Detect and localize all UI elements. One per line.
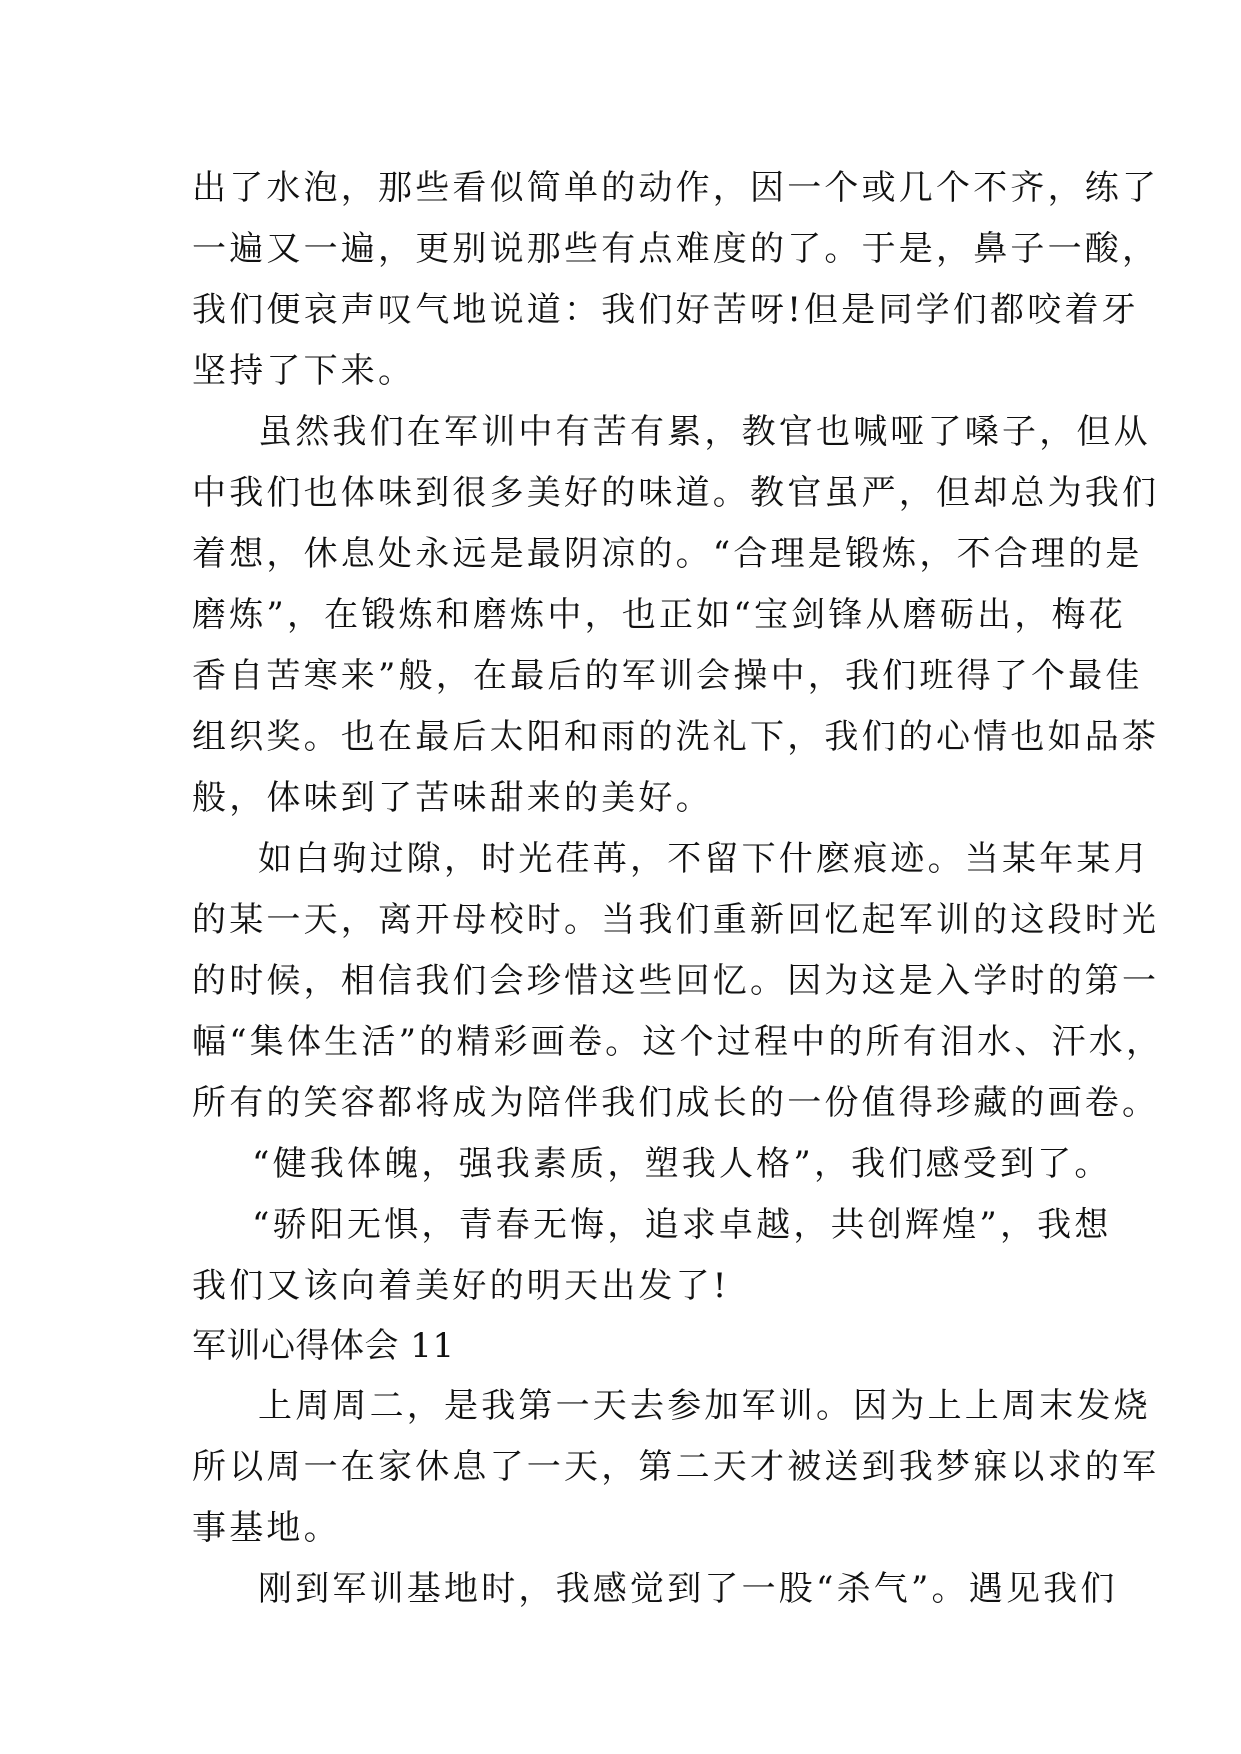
paragraph-first-line: 上周周二，是我第一天去参加军训。因为上上周末发烧 bbox=[258, 1386, 1151, 1426]
section-heading: 军训心得体会 11 bbox=[192, 1326, 455, 1366]
paragraph-first-line: 如白驹过隙，时光荏苒，不留下什麽痕迹。当某年某月 bbox=[258, 839, 1151, 879]
text-line: 所有的笑容都将成为陪伴我们成长的一份值得珍藏的画卷。 bbox=[192, 1083, 1160, 1123]
text-line: 组织奖。也在最后太阳和雨的洗礼下，我们的心情也如品茶 bbox=[192, 717, 1160, 757]
paragraph-first-line: 虽然我们在军训中有苦有累，教官也喊哑了嗓子，但从 bbox=[258, 412, 1151, 452]
text-line: 的时候，相信我们会珍惜这些回忆。因为这是入学时的第一 bbox=[192, 961, 1160, 1001]
text-line: 坚持了下来。 bbox=[192, 351, 416, 391]
paragraph-first-line: 刚到军训基地时，我感觉到了一股“杀气”。遇见我们 bbox=[258, 1569, 1118, 1609]
text-line: 所以周一在家休息了一天，第二天才被送到我梦寐以求的军 bbox=[192, 1447, 1160, 1487]
text-line: 出了水泡，那些看似简单的动作，因一个或几个不齐，练了 bbox=[192, 168, 1160, 208]
text-line: 事基地。 bbox=[192, 1508, 341, 1548]
text-line: 香自苦寒来”般，在最后的军训会操中，我们班得了个最佳 bbox=[192, 656, 1143, 696]
text-line: 般，体味到了苦味甜来的美好。 bbox=[192, 778, 713, 818]
text-line: 我们便哀声叹气地说道：我们好苦呀!但是同学们都咬着牙 bbox=[192, 290, 1139, 330]
text-line: 的某一天，离开母校时。当我们重新回忆起军训的这段时光 bbox=[192, 900, 1160, 940]
paragraph-first-line: “健我体魄，强我素质，塑我人格”，我们感受到了。 bbox=[252, 1144, 1112, 1184]
text-line: 幅“集体生活”的精彩画卷。这个过程中的所有泪水、汗水， bbox=[192, 1022, 1164, 1062]
paragraph-first-line: “骄阳无惧，青春无悔，追求卓越，共创辉煌”，我想 bbox=[252, 1205, 1112, 1245]
text-line: 我们又该向着美好的明天出发了! bbox=[192, 1266, 730, 1306]
text-line: 着想，休息处永远是最阴凉的。“合理是锻炼，不合理的是 bbox=[192, 534, 1143, 574]
text-line: 一遍又一遍，更别说那些有点难度的了。于是，鼻子一酸， bbox=[192, 229, 1160, 269]
text-line: 磨炼”，在锻炼和磨炼中，也正如“宝剑锋从磨砺出，梅花 bbox=[192, 595, 1126, 635]
text-line: 中我们也体味到很多美好的味道。教官虽严，但却总为我们 bbox=[192, 473, 1160, 513]
